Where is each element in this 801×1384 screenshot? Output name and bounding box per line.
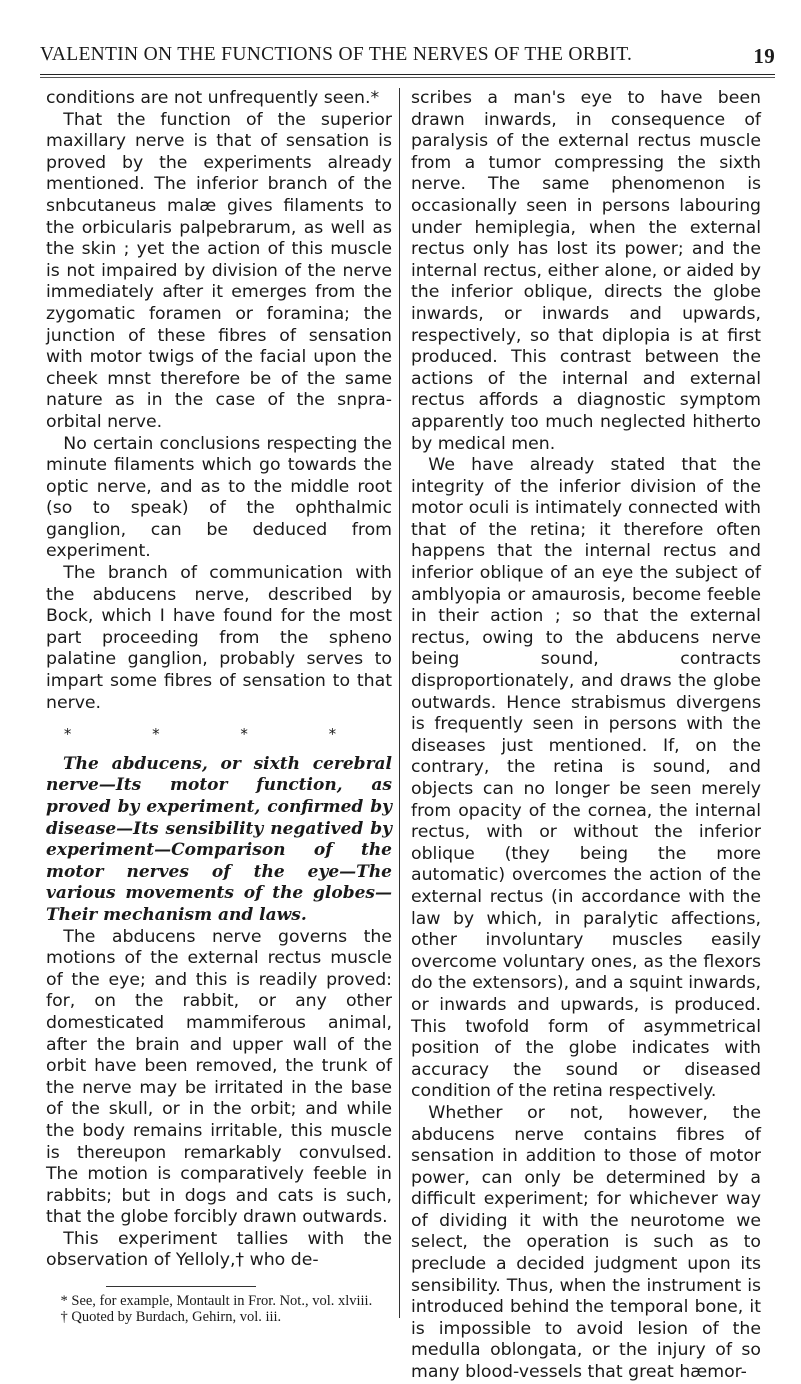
paragraph: We have already stated that the integrity of the inferior division of the motor oculi is intimately connected with that of the retina; it therefore often happens that the internal rectus and inferior oblique of an eye the subject of amblyopia or amaurosis, become feeble in their action ; so that the external rectus, owing to the abducens nerve being sound, contracts disproportionately, and draws the globe outwards. Hence strabismus divergens is frequently seen in persons with the diseases just mentioned. If, on the contrary, the retina is sound, and objects can no longer be seen merely from opacity of the cornea, the internal rectus, with or without the inferior oblique (they being the more automatic) overcomes the action of the external rectus (in accordance with the law by which, in paralytic affections, other involuntary muscles easily overcome voluntary ones, as the flexors do the extensors), and a squint inwards, or inwards and upwards, is produced. This twofold form of asymmetrical position of the globe indicates with accuracy the sound or diseased condition of the retina respectively.: [411, 455, 761, 1102]
running-title: VALENTIN ON THE FUNCTIONS OF THE NERVES OF THE ORBIT.: [40, 44, 633, 65]
paragraph: That the function of the superior maxillary nerve is that of sensation is proved by the experiments already mentioned. The inferior branch of the snbcutaneus malæ gives filaments to the orbicularis palpebrarum, as well as the skin ; yet the action of this muscle is not impaired by division of the nerve immediately after it emerges from the zygomatic foramen or foramina; the junction of these fibres of sensation with motor twigs of the facial upon the cheek mnst therefore be of the same nature as in the case of the snpra-orbital nerve.: [46, 109, 392, 432]
column-divider: [399, 88, 400, 1318]
header-rule: [40, 74, 775, 75]
footnote: * See, for example, Montault in Fror. Not., vol. xlviii.: [60, 1293, 373, 1310]
paragraph: Whether or not, however, the abducens nerve contains fibres of sensation in addition to those of motor power, can only be determined by a difficult experiment; for whichever way of dividing it with the neurotome we select, the operation is such as to preclude a decided judgment upon its sensibility. Thus, when the instrument is introduced behind the temporal bone, it is impossible to avoid lesion of the medulla oblongata, or the injury of so many blood-vessels that great hæmor-: [411, 1102, 761, 1383]
paragraph: The abducens nerve governs the motions of the external rectus muscle of the eye; and this is readily proved: for, on the rabbit, or any other domesticated mammiferous animal, after the brain and upper wall of the orbit have been removed, the trunk of the nerve may be irritated in the base of the skull, or in the orbit; and while the body remains irritable, this muscle is thereupon remarkably convulsed. The motion is comparatively feeble in rabbits; but in dogs and cats is such, that the globe forcibly drawn outwards.: [46, 926, 392, 1228]
paragraph: The branch of communication with the abducens nerve, described by Bock, which I have found for the most part proceeding from the spheno palatine ganglion, probably serves to impart some fibres of sensation to that nerve.: [46, 563, 392, 713]
paragraph: No certain conclusions respecting the minute filaments which go towards the optic nerve, and as to the middle root (so to speak) of the ophthalmic ganglion, can be deduced from experiment.: [46, 433, 392, 562]
section-divider-stars: * * * *: [63, 725, 375, 744]
right-column: [411, 88, 761, 1384]
header-rule-thin: [40, 77, 775, 78]
left-column: [46, 88, 392, 1325]
footnote: † Quoted by Burdach, Gehirn, vol. iii.: [60, 1309, 282, 1326]
page-number: 19: [753, 44, 775, 68]
running-header: [40, 44, 775, 74]
paragraph: conditions are not unfrequently seen.*: [46, 88, 380, 108]
paragraph: This experiment tallies with the observation of Yelloly,† who de-: [46, 1228, 392, 1271]
section-subheading: The abducens, or sixth cerebral nerve—Its motor function, as proved by experiment, confirmed by disease—Its sensibility negatived by experiment—Comparison of the motor nerves of the eye—The various movements of the globes—Their mechanism and laws.: [46, 753, 392, 925]
paragraph: scribes a man's eye to have been drawn inwards, in consequence of paralysis of the external rectus muscle from a tumor compressing the sixth nerve. The same phenomenon is occasionally seen in persons labouring under hemiplegia, when the external rectus only has lost its power; and the internal rectus, either alone, or aided by the inferior oblique, directs the globe inwards, or inwards and upwards, respectively, so that diplopia is at first produced. This contrast between the actions of the internal and external rectus affords a diagnostic symptom apparently too much neglected hitherto by medical men.: [411, 88, 761, 454]
footnote-rule: [106, 1286, 256, 1287]
